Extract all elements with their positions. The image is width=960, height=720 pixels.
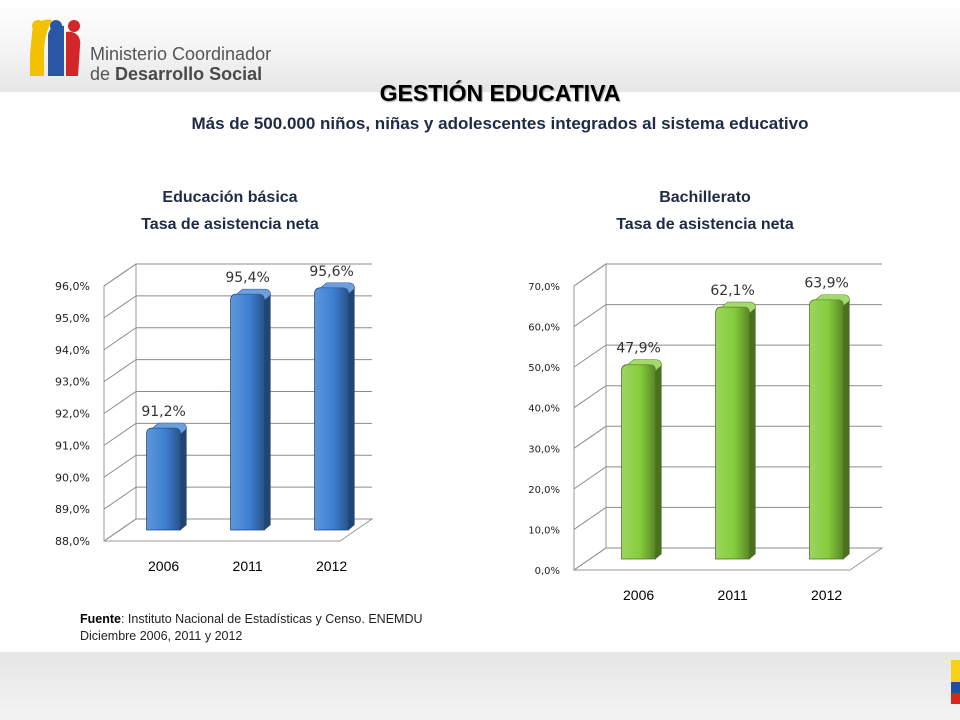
chart-1-data-label: 95,6%	[309, 263, 354, 280]
chart-2-tick-label: 10,0%	[528, 525, 560, 537]
bar-side	[750, 308, 756, 559]
chart-2-title-line2: Tasa de asistencia neta	[616, 216, 794, 233]
slide-title: GESTIÓN EDUCATIVA	[379, 80, 621, 106]
bar-front	[147, 428, 181, 530]
slide-subtitle: Más de 500.000 niños, niñas y adolescentes integrados al sistema educativo	[191, 114, 809, 133]
bar-front	[716, 307, 750, 559]
chart-2-tick-label: 20,0%	[528, 484, 560, 496]
chart-1-tick-label: 89,0%	[55, 503, 90, 517]
source-line-1: Fuente: Instituto Nacional de Estadísticas y Censo. ENEMDU	[80, 612, 423, 626]
chart-2-tick-label: 60,0%	[528, 322, 560, 334]
bar-front	[315, 288, 349, 530]
chart-1-tick-label: 95,0%	[55, 311, 90, 325]
bar-side	[265, 295, 271, 530]
chart-2-category-label: 2012	[811, 587, 843, 603]
bar-side	[181, 429, 187, 530]
chart-2-tick-label: 50,0%	[528, 363, 560, 375]
chart-1-title-line2: Tasa de asistencia neta	[141, 216, 319, 233]
chart-1-bar	[315, 283, 355, 530]
flag-red	[951, 693, 960, 704]
org-line-2: de Desarrollo Social	[90, 64, 263, 84]
source-line-2: Diciembre 2006, 2011 y 2012	[80, 629, 243, 643]
chart-2-tick-label: 40,0%	[528, 403, 560, 415]
chart-1-title-line1: Educación básica	[162, 189, 298, 206]
chart-2-bar	[716, 302, 756, 559]
bar-front	[231, 294, 265, 530]
chart-2-bar	[622, 360, 662, 559]
ecuador-flag-icon	[951, 660, 960, 704]
chart-2-data-label: 47,9%	[616, 340, 661, 357]
chart-2-category-label: 2006	[623, 587, 655, 603]
chart-1-data-label: 95,4%	[225, 270, 270, 287]
chart-2-title-line1: Bachillerato	[659, 189, 751, 206]
bar-side	[349, 289, 355, 530]
org-line-1: Ministerio Coordinador	[90, 44, 272, 64]
chart-1-bar	[147, 423, 187, 530]
chart-2-data-label: 62,1%	[710, 283, 755, 300]
flag-yellow	[951, 660, 960, 682]
chart-2-category-label: 2011	[717, 587, 748, 603]
chart-1-tick-label: 96,0%	[55, 280, 90, 293]
bar-front	[622, 365, 656, 559]
bar-front	[810, 300, 844, 559]
chart-1-data-label: 91,2%	[141, 404, 186, 420]
chart-2-tick-label: 70,0%	[528, 282, 560, 293]
chart-1-bar	[231, 289, 271, 530]
chart-1-tick-label: 88,0%	[55, 535, 90, 548]
chart-1-category-label: 2012	[316, 558, 348, 574]
source-note	[80, 611, 490, 645]
chart-1-category-label: 2006	[148, 558, 180, 574]
chart-2-plot	[528, 264, 882, 603]
chart-1-tick-label: 93,0%	[55, 375, 90, 389]
chart-1-plot	[55, 264, 372, 574]
chart-2-left-wall	[574, 264, 606, 570]
chart-1-tick-label: 92,0%	[55, 407, 90, 421]
bar-side	[656, 366, 662, 559]
chart-2-tick-label: 30,0%	[528, 444, 560, 456]
chart-2-data-label: 63,9%	[804, 275, 849, 292]
chart-2-tick-label: 0,0%	[534, 566, 560, 577]
chart-1-tick-label: 91,0%	[55, 439, 90, 453]
chart-2-bar	[810, 295, 850, 559]
flag-blue	[951, 682, 960, 693]
chart-1-category-label: 2011	[232, 558, 263, 574]
chart-1-tick-label: 90,0%	[55, 471, 90, 485]
bar-side	[844, 301, 850, 559]
chart-1-tick-label: 94,0%	[55, 343, 90, 357]
